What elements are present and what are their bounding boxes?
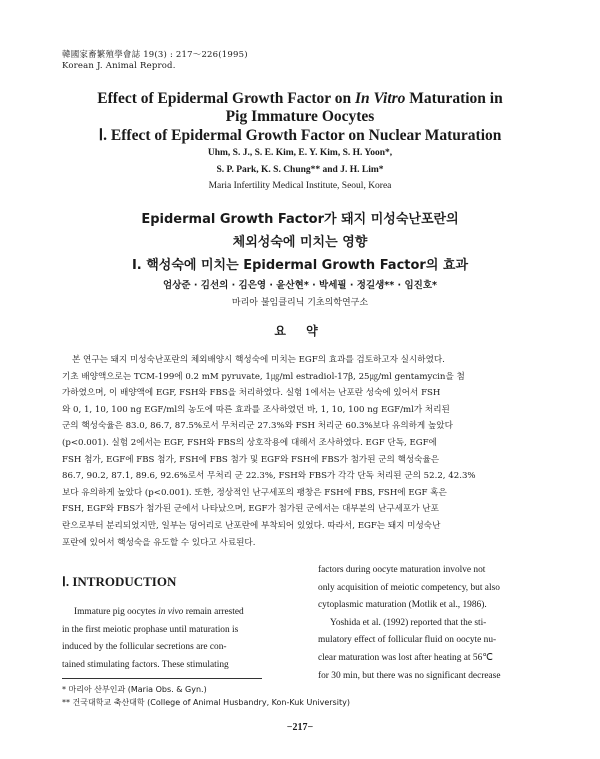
introduction-heading: Ⅰ. INTRODUCTION: [62, 574, 177, 589]
body-line: in the first meiotic prophase until maturation is: [62, 624, 239, 635]
korean-subtitle: Ⅰ. 핵성숙에 미치는 Epidermal Growth Factor의 효과: [131, 258, 469, 273]
body-line: induced by the follicular secretions are con-: [62, 642, 227, 653]
journal-citation-english: Korean J. Animal Reprod.: [62, 61, 176, 71]
abstract-line: FSH, EGF와 FBS가 첨가된 군에서 나타났으며, EGF가 첨가된 군에서는 대부분의 난구세포가 난포: [62, 504, 439, 515]
abstract-line: 와 0, 1, 10, 100 ng EGF/ml의 농도에 따른 효과를 조사하였던 바, 1, 10, 100 ng EGF/ml가 처리된: [62, 404, 450, 415]
abstract-line: 본 연구는 돼지 미성숙난포란의 체외배양시 핵성숙에 미치는 EGF의 효과를 검토하고자 실시하였다.: [72, 355, 445, 365]
body-line: Immature pig oocytes in vivo remain arrested: [74, 607, 244, 617]
body-line: Yoshida et al. (1992) reported that the sti-: [330, 617, 487, 628]
abstract-line: FSH 첨가, EGF에 FBS 첨가, FSH에 FBS 첨가 및 EGF와 FSH에 FBS가 첨가된 군의 핵성숙율은: [62, 454, 440, 465]
english-title-line-2: Pig Immature Oocytes: [225, 108, 375, 125]
author-affiliation: Maria Infertility Medical Institute, Seoul, Korea: [208, 181, 392, 191]
footnote-divider: [62, 678, 262, 679]
abstract-line: 기초 배양액으로는 TCM-199에 0.2 mM pyruvate, 1㎍/ml estradiol-17β, 25㎍/ml gentamycin을 첨: [62, 371, 465, 382]
journal-citation: [62, 50, 248, 72]
korean-authors: 엄상준 · 김선의 · 김은영 · 윤산현* · 박세필 · 정길생** · 임진호*: [163, 280, 437, 291]
korean-title-line-1: Epidermal Growth Factor가 돼지 미성숙난포란의: [141, 212, 459, 227]
abstract-line: (p<0.001). 실험 2에서는 EGF, FSH와 FBS의 상호작용에 대해서 조사하였다. EGF 단독, EGF에: [62, 437, 437, 448]
abstract-line: 란으로부터 분리되었지만, 일부는 덩어리로 난포란에 부착되어 있었다. 따라서, EGF는 돼지 미성숙난: [62, 520, 441, 531]
abstract-line: 군의 핵성숙율은 83.0, 86.7, 87.5%로서 무처리군 27.3%와 FSH 처리군 60.3%보다 유의하게 높았다: [62, 421, 453, 432]
korean-title-line-2: 체외성숙에 미치는 영향: [232, 235, 368, 250]
english-title-line-1: Effect of Epidermal Growth Factor on In Vitro Maturation in: [97, 90, 503, 107]
body-line: factors during oocyte maturation involve not: [318, 565, 486, 575]
introduction-left-column: [62, 604, 292, 674]
journal-citation-korean: 韓國家畜繁殖學會誌 19(3) : 217～226(1995): [62, 50, 248, 60]
abstract-heading: 요 약: [274, 324, 326, 338]
body-line: tained stimulating factors. These stimulating: [62, 659, 229, 670]
body-line: only acquisition of meiotic competency, but also: [318, 582, 500, 593]
footnote-2: ** 건국대학교 축산대학 (College of Animal Husbandry, Kon-Kuk University): [62, 698, 350, 707]
authors-line-2: S. P. Park, K. S. Chung** and J. H. Lim*: [216, 165, 384, 175]
body-line: cytoplasmic maturation (Motlik et al., 1986).: [318, 600, 487, 611]
english-subtitle: Ⅰ. Effect of Epidermal Growth Factor on Nuclear Maturation: [98, 127, 502, 144]
footnote-1: * 마리아 산부인과 (Maria Obs. & Gyn.): [62, 685, 207, 694]
abstract-line: 가하였으며, 이 배양액에 EGF, FSH와 FBS을 처리하였다. 실험 1에서는 난포란 성숙에 있어서 FSH: [62, 388, 441, 399]
korean-abstract: [62, 352, 532, 551]
abstract-line: 86.7, 90.2, 87.1, 89.6, 92.6%로서 무처리 군 22.3%, FSH와 FBS가 각각 단독 처리된 군의 52.2, 42.3%: [62, 471, 476, 482]
abstract-line: 포란에 있어서 핵성숙을 유도할 수 있다고 사료된다.: [62, 537, 256, 548]
authors-line-1: Uhm, S. J., S. E. Kim, E. Y. Kim, S. H. Yoon*,: [207, 148, 393, 158]
introduction-right-column: [318, 562, 540, 685]
body-line: clear maturation was lost after heating at 56℃: [318, 652, 493, 663]
abstract-line: 보다 유의하게 높았다 (p<0.001). 또한, 정상적인 난구세포의 팽창은 FSH에 FBS, FSH에 EGF 혹은: [62, 487, 447, 498]
body-line: for 30 min, but there was no significant decrease: [318, 670, 501, 681]
body-line: mulatory effect of follicular fluid on oocyte nu-: [318, 635, 497, 646]
korean-affiliation: 마리아 불임클리닉 기초의학연구소: [231, 298, 369, 308]
page-number: −217−: [286, 722, 314, 733]
